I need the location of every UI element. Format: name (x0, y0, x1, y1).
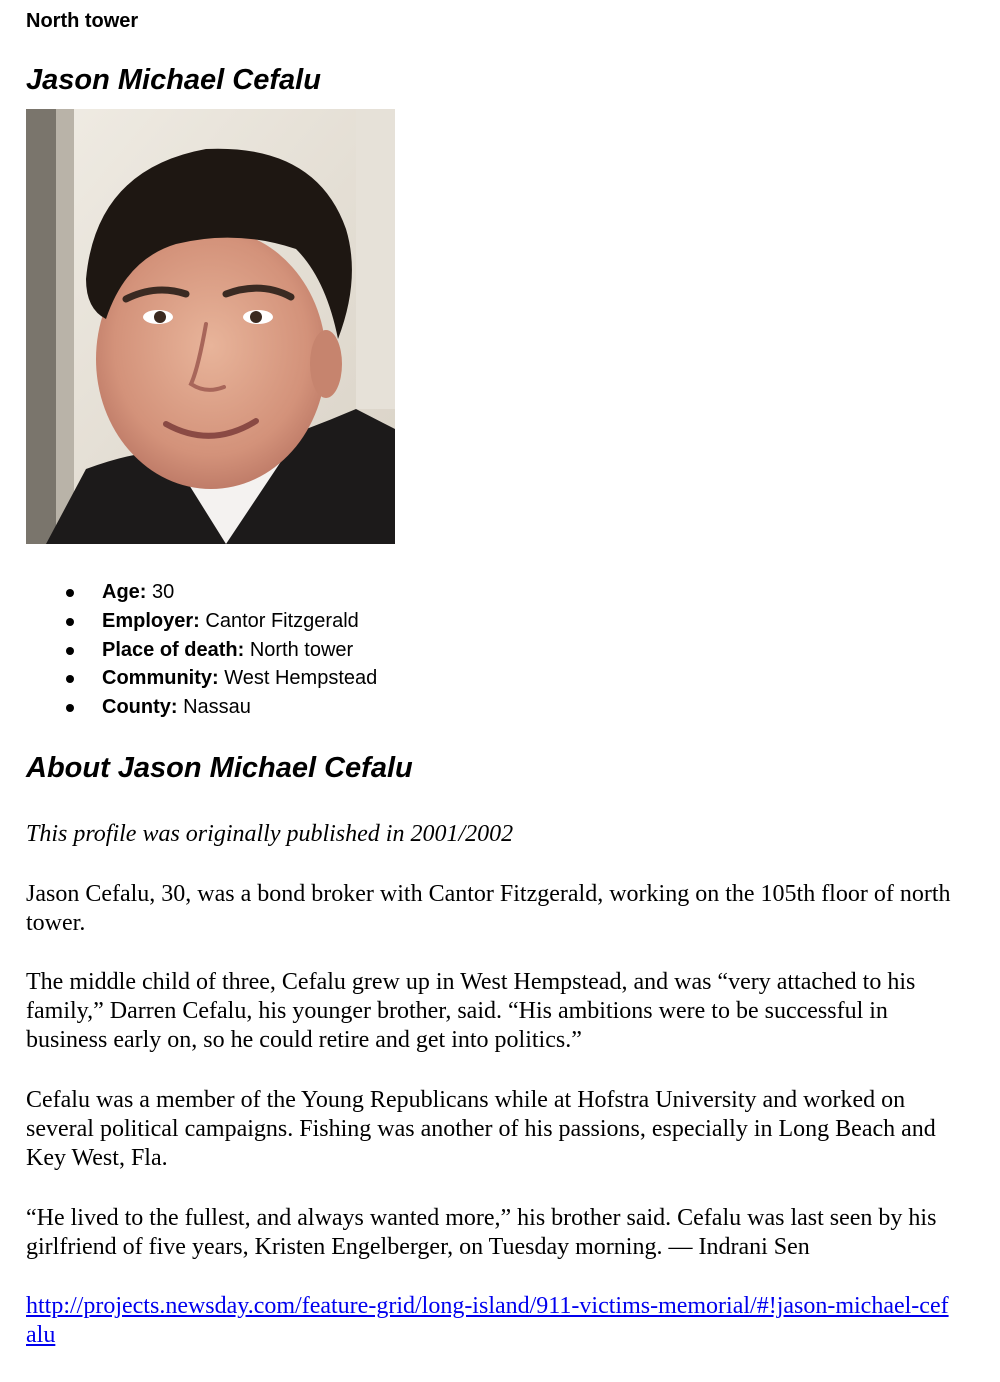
fact-label: Age: (102, 581, 147, 603)
fact-age (26, 578, 377, 607)
facts-list (26, 578, 377, 722)
fact-value: North tower (249, 638, 354, 661)
fact-label: Community: (102, 667, 219, 690)
bio-paragraph-4: “He lived to the fullest, and always wanted more,” his brother said. Cefalu was last seen by his girlfriend of five years, Kristen Engelberger, on Tuesday morning. — Indrani Sen (26, 1205, 937, 1260)
fact-employer (26, 607, 377, 636)
bio-paragraph-2: The middle child of three, Cefalu grew up in West Hempstead, and was “very attached to his family,” Darren Cefalu, his younger brother, said. “His ambitions were to be successful in business early on, so he could retire and get into politics.” (26, 969, 916, 1053)
publication-note: This profile was originally published in 2001/2002 (26, 821, 514, 847)
bio-paragraph-1: Jason Cefalu, 30, was a bond broker with Cantor Fitzgerald, working on the 105th floor of north tower. (26, 881, 951, 936)
portrait-photo-icon (26, 109, 395, 544)
fact-value: Cantor Fitzgerald (205, 609, 359, 632)
fact-label: Employer: (102, 609, 200, 632)
about-heading: About Jason Michael Cefalu (26, 752, 413, 784)
fact-value: 30 (152, 581, 175, 603)
portrait-photo (26, 109, 395, 544)
fact-place-of-death (26, 636, 377, 665)
fact-value: Nassau (183, 696, 251, 719)
victim-name-title: Jason Michael Cefalu (26, 64, 321, 96)
bio-paragraph-3: Cefalu was a member of the Young Republicans while at Hofstra University and worked on several political campaigns. Fishing was another of his passions, especially in Long Beach and Key West, Fla. (26, 1087, 936, 1171)
fact-value: West Hempstead (224, 667, 378, 690)
location-label: North tower (26, 10, 139, 32)
fact-label: Place of death: (102, 638, 245, 661)
fact-community (26, 664, 377, 693)
source-link[interactable]: http://projects.newsday.com/feature-grid/long-island/911-victims-memorial/#!jason-michael-cefalu (26, 1293, 949, 1348)
fact-label: County: (102, 696, 178, 719)
fact-county (26, 693, 377, 722)
